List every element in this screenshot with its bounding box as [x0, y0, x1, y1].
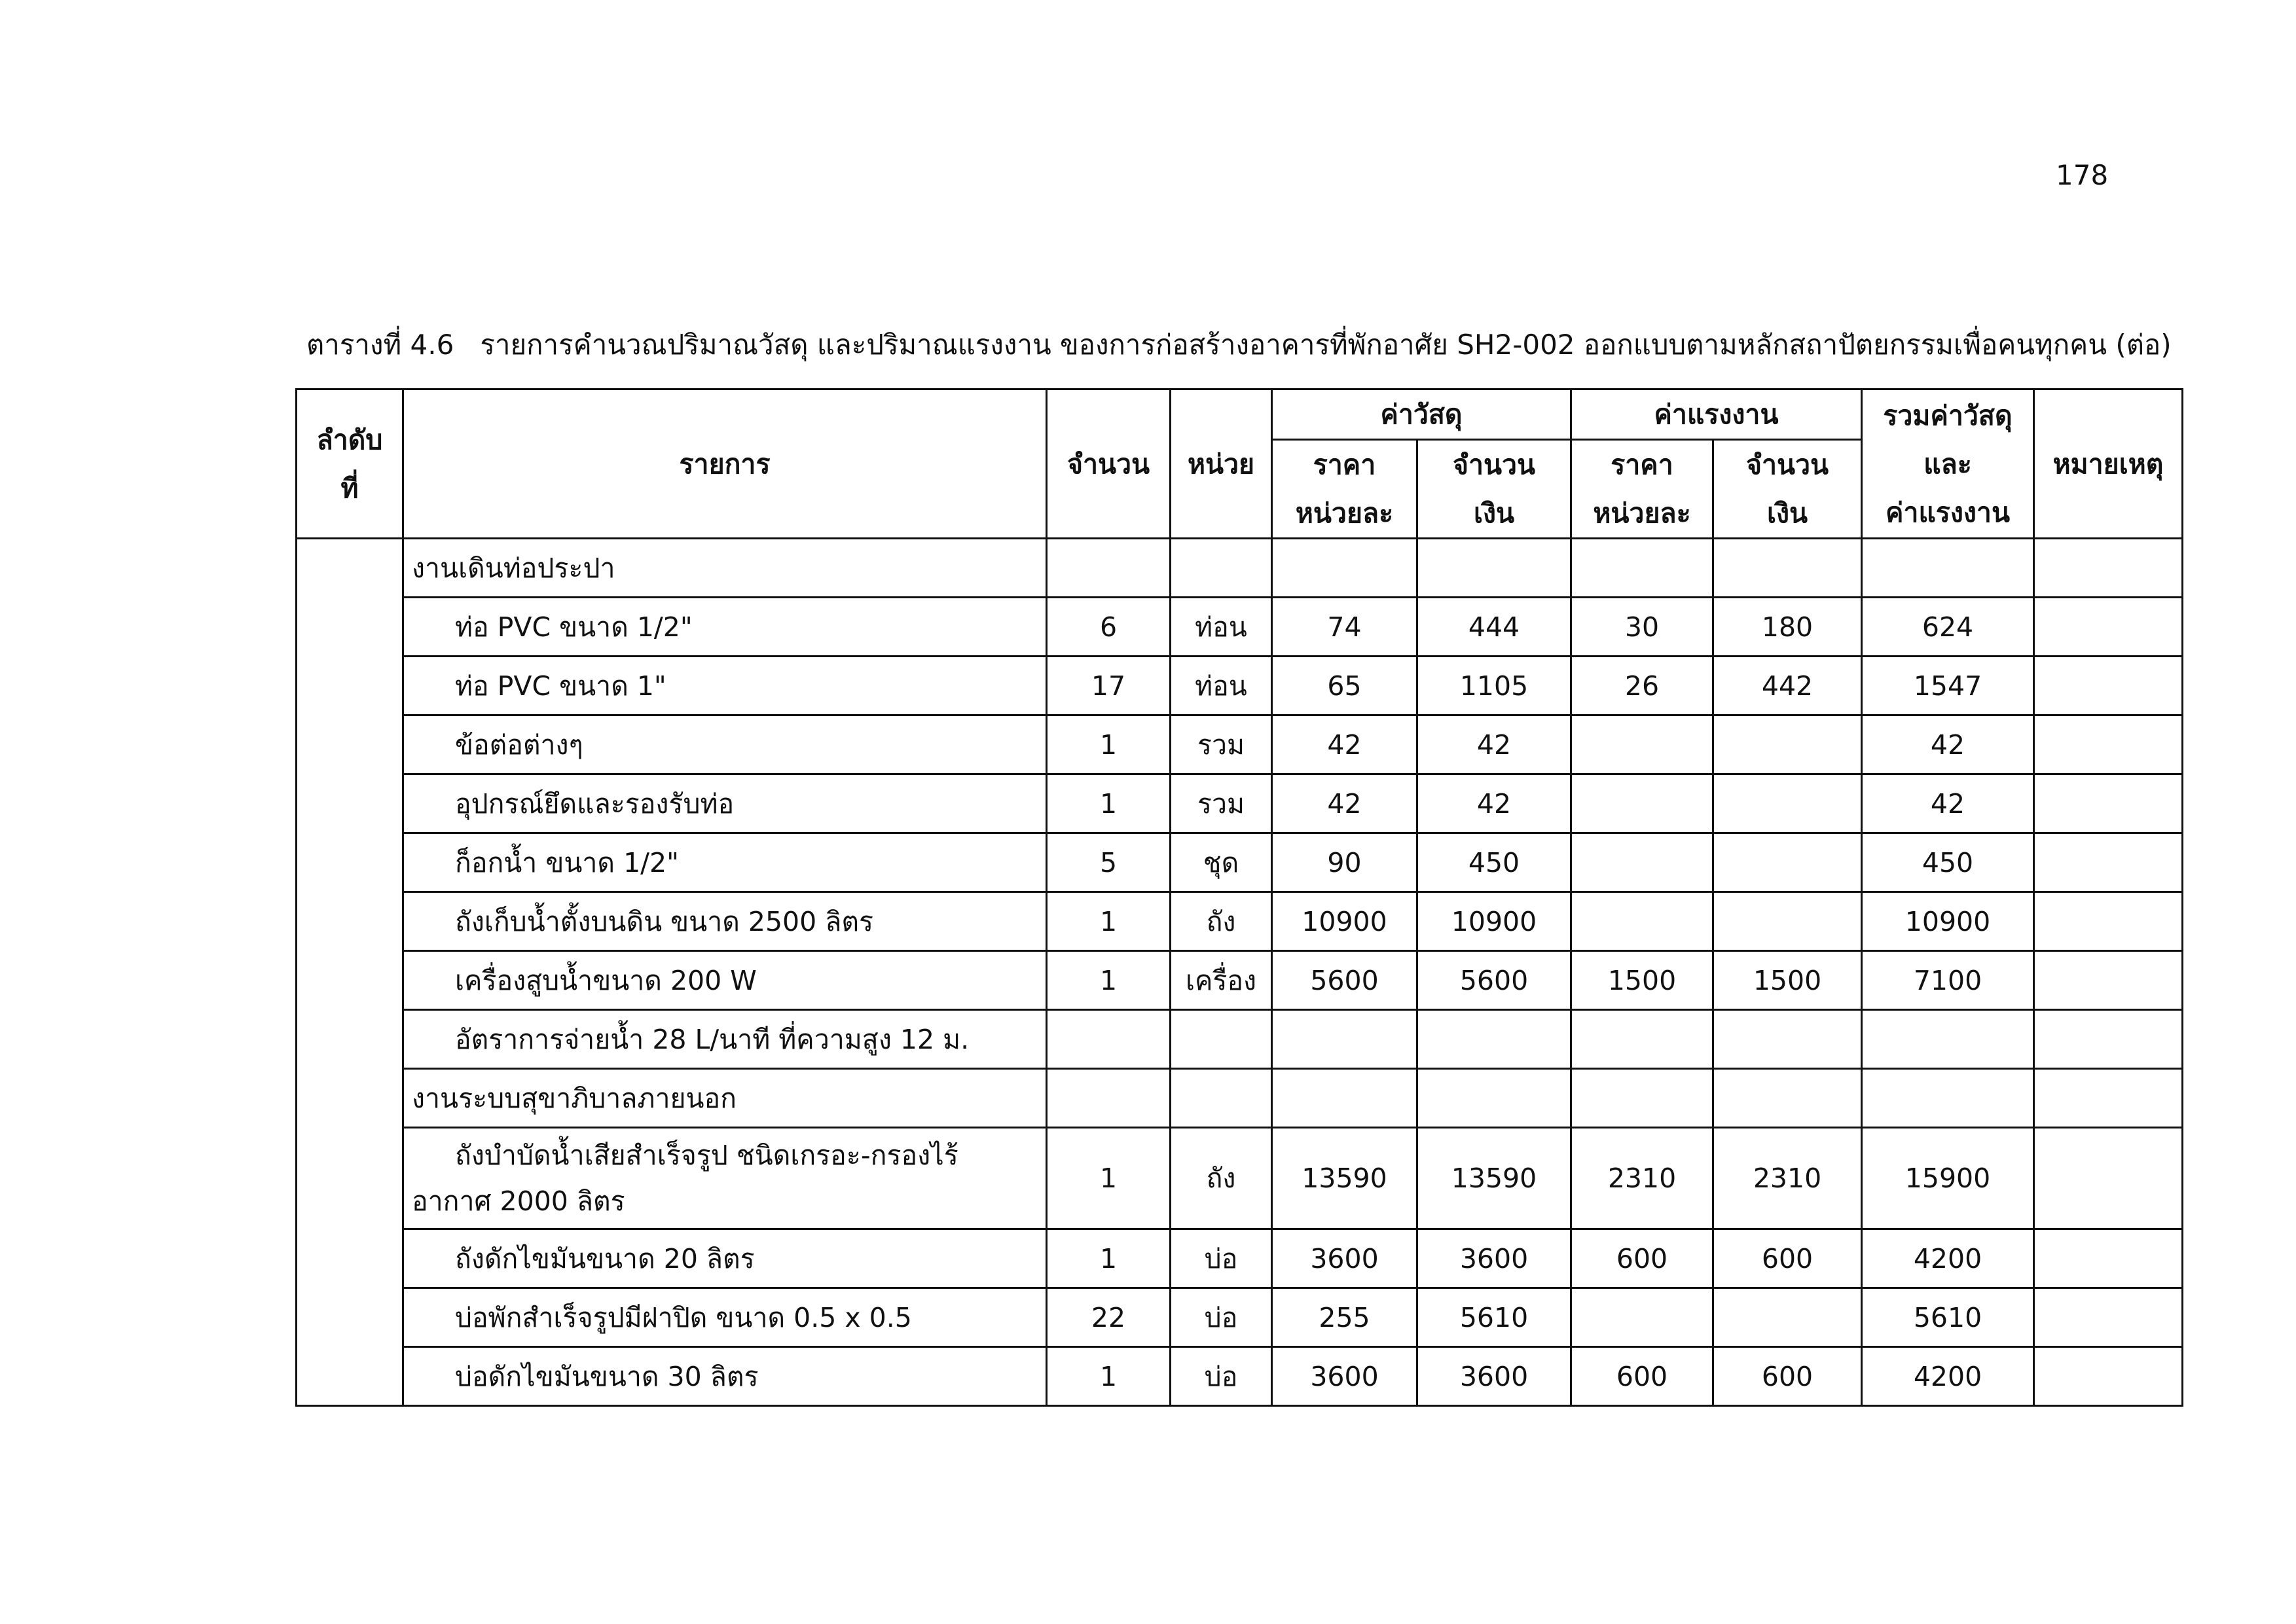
labor-amount-cell: 600: [1713, 1347, 1862, 1406]
labor-amount-cell: [1713, 774, 1862, 833]
material-amount-cell: 10900: [1417, 892, 1571, 951]
table-row: [297, 598, 2183, 657]
item-cell: งานระบบสุขาภิบาลภายนอก: [403, 1069, 1047, 1128]
table-row: [297, 1229, 2183, 1288]
total-cell: 1547: [1862, 657, 2034, 715]
unit-cell: ชุด: [1171, 833, 1272, 892]
labor-price-cell: 1500: [1571, 951, 1713, 1010]
material-price-cell: 74: [1272, 598, 1417, 657]
total-cell: 624: [1862, 598, 2034, 657]
header-labor-unit-price-line1: ราคา: [1611, 449, 1673, 480]
labor-price-cell: 30: [1571, 598, 1713, 657]
qty-cell: 17: [1047, 657, 1171, 715]
header-labor-unit-price-line2: หน่วยละ: [1593, 497, 1691, 529]
material-amount-cell: 450: [1417, 833, 1571, 892]
remark-cell: [2034, 892, 2183, 951]
material-price-cell: 255: [1272, 1288, 1417, 1347]
labor-price-cell: 600: [1571, 1347, 1713, 1406]
labor-price-cell: [1571, 539, 1713, 598]
remark-cell: [2034, 1347, 2183, 1406]
unit-cell: [1171, 1010, 1272, 1069]
material-price-cell: 3600: [1272, 1229, 1417, 1288]
item-cell-line1: ถังบำบัดน้ำเสียสำเร็จรูป ชนิดเกรอะ-กรองไร้: [455, 1140, 958, 1171]
table-row: [297, 1010, 2183, 1069]
table-row: [297, 657, 2183, 715]
labor-amount-cell: 180: [1713, 598, 1862, 657]
qty-cell: 1: [1047, 774, 1171, 833]
labor-amount-cell: [1713, 833, 1862, 892]
item-cell-line2: อากาศ 2000 ลิตร: [412, 1185, 625, 1217]
labor-amount-cell: 2310: [1713, 1128, 1862, 1229]
qty-cell: 1: [1047, 892, 1171, 951]
header-material-amount: [1417, 440, 1571, 539]
unit-cell: รวม: [1171, 774, 1272, 833]
material-amount-cell: 13590: [1417, 1128, 1571, 1229]
item-cell: อุปกรณ์ยึดและรองรับท่อ: [403, 774, 1047, 833]
table-caption: [306, 325, 2172, 365]
qty-cell: 5: [1047, 833, 1171, 892]
unit-cell: ถัง: [1171, 1128, 1272, 1229]
total-cell: 5610: [1862, 1288, 2034, 1347]
seq-cell: [297, 539, 403, 1406]
labor-amount-cell: [1713, 892, 1862, 951]
qty-cell: 1: [1047, 951, 1171, 1010]
qty-cell: 6: [1047, 598, 1171, 657]
remark-cell: [2034, 1288, 2183, 1347]
material-amount-cell: [1417, 539, 1571, 598]
labor-amount-cell: 1500: [1713, 951, 1862, 1010]
cost-table-container: [295, 388, 2183, 1407]
material-price-cell: 10900: [1272, 892, 1417, 951]
header-labor-cost: ค่าแรงงาน: [1571, 389, 1862, 440]
material-price-cell: 42: [1272, 774, 1417, 833]
item-cell: ท่อ PVC ขนาด 1": [403, 657, 1047, 715]
item-cell: ก็อกน้ำ ขนาด 1/2": [403, 833, 1047, 892]
material-amount-cell: 5600: [1417, 951, 1571, 1010]
unit-cell: ถัง: [1171, 892, 1272, 951]
header-labor-unit-price: [1571, 440, 1713, 539]
unit-cell: [1171, 539, 1272, 598]
material-amount-cell: 42: [1417, 715, 1571, 774]
total-cell: [1862, 1069, 2034, 1128]
qty-cell: 1: [1047, 1347, 1171, 1406]
unit-cell: เครื่อง: [1171, 951, 1272, 1010]
material-price-cell: [1272, 1069, 1417, 1128]
qty-cell: [1047, 1010, 1171, 1069]
item-cell: [403, 1128, 1047, 1229]
unit-cell: บ่อ: [1171, 1288, 1272, 1347]
table-row: [297, 1288, 2183, 1347]
total-cell: 7100: [1862, 951, 2034, 1010]
item-cell: เครื่องสูบน้ำขนาด 200 W: [403, 951, 1047, 1010]
item-cell: ถังดักไขมันขนาด 20 ลิตร: [403, 1229, 1047, 1288]
unit-cell: [1171, 1069, 1272, 1128]
labor-price-cell: [1571, 715, 1713, 774]
item-cell: บ่อดักไขมันขนาด 30 ลิตร: [403, 1347, 1047, 1406]
header-material-unit-price-line1: ราคา: [1313, 449, 1376, 480]
labor-price-cell: 600: [1571, 1229, 1713, 1288]
remark-cell: [2034, 1069, 2183, 1128]
qty-cell: [1047, 1069, 1171, 1128]
total-cell: [1862, 1010, 2034, 1069]
material-price-cell: 65: [1272, 657, 1417, 715]
labor-price-cell: 26: [1571, 657, 1713, 715]
remark-cell: [2034, 833, 2183, 892]
item-cell: ถังเก็บน้ำตั้งบนดิน ขนาด 2500 ลิตร: [403, 892, 1047, 951]
material-amount-cell: 3600: [1417, 1347, 1571, 1406]
table-row: [297, 951, 2183, 1010]
total-cell: 4200: [1862, 1347, 2034, 1406]
labor-amount-cell: [1713, 715, 1862, 774]
remark-cell: [2034, 715, 2183, 774]
cost-table: [295, 388, 2183, 1407]
table-row: [297, 539, 2183, 598]
remark-cell: [2034, 598, 2183, 657]
labor-price-cell: [1571, 774, 1713, 833]
page-number: 178: [2056, 159, 2109, 191]
unit-cell: ท่อน: [1171, 657, 1272, 715]
unit-cell: รวม: [1171, 715, 1272, 774]
material-price-cell: 42: [1272, 715, 1417, 774]
header-material-amount-line1: จำนวน: [1452, 449, 1536, 480]
remark-cell: [2034, 951, 2183, 1010]
total-cell: 15900: [1862, 1128, 2034, 1229]
total-cell: 42: [1862, 774, 2034, 833]
material-price-cell: 90: [1272, 833, 1417, 892]
material-price-cell: 5600: [1272, 951, 1417, 1010]
item-cell: ข้อต่อต่างๆ: [403, 715, 1047, 774]
material-amount-cell: 5610: [1417, 1288, 1571, 1347]
material-price-cell: [1272, 1010, 1417, 1069]
remark-cell: [2034, 657, 2183, 715]
labor-price-cell: [1571, 892, 1713, 951]
header-total-line2: และ: [1923, 448, 1972, 480]
material-price-cell: 3600: [1272, 1347, 1417, 1406]
header-qty: จำนวน: [1047, 389, 1171, 539]
unit-cell: บ่อ: [1171, 1229, 1272, 1288]
table-row: [297, 774, 2183, 833]
header-unit: หน่วย: [1171, 389, 1272, 539]
total-cell: 10900: [1862, 892, 2034, 951]
header-material-amount-line2: เงิน: [1473, 497, 1515, 529]
labor-price-cell: 2310: [1571, 1128, 1713, 1229]
header-total: [1862, 389, 2034, 539]
total-cell: 450: [1862, 833, 2034, 892]
header-material-unit-price: [1272, 440, 1417, 539]
item-cell: บ่อพักสำเร็จรูปมีฝาปิด ขนาด 0.5 x 0.5: [403, 1288, 1047, 1347]
header-total-line3: ค่าแรงงาน: [1886, 496, 2010, 528]
remark-cell: [2034, 539, 2183, 598]
header-seq-line1: ลำดับ: [316, 424, 383, 456]
table-body: [297, 539, 2183, 1406]
table-row: [297, 833, 2183, 892]
remark-cell: [2034, 1229, 2183, 1288]
material-amount-cell: 3600: [1417, 1229, 1571, 1288]
total-cell: [1862, 539, 2034, 598]
header-material-unit-price-line2: หน่วยละ: [1295, 497, 1394, 529]
caption-label: ตารางที่ 4.6: [306, 329, 454, 361]
table-row: [297, 715, 2183, 774]
header-item: รายการ: [403, 389, 1047, 539]
labor-price-cell: [1571, 1288, 1713, 1347]
header-labor-amount: [1713, 440, 1862, 539]
qty-cell: 22: [1047, 1288, 1171, 1347]
qty-cell: 1: [1047, 1128, 1171, 1229]
table-row: [297, 1069, 2183, 1128]
header-material-cost: ค่าวัสดุ: [1272, 389, 1571, 440]
header-labor-amount-line1: จำนวน: [1745, 449, 1829, 480]
labor-amount-cell: [1713, 1010, 1862, 1069]
remark-cell: [2034, 1010, 2183, 1069]
material-amount-cell: 444: [1417, 598, 1571, 657]
labor-amount-cell: 600: [1713, 1229, 1862, 1288]
labor-amount-cell: [1713, 539, 1862, 598]
caption-text: รายการคำนวณปริมาณวัสดุ และปริมาณแรงงาน ของการก่อสร้างอาคารที่พักอาศัย SH2-002 ออกแบบตามหลักสถาปัตยกรรมเพื่อคนทุกคน (ต่อ): [480, 329, 2172, 361]
table-row: [297, 892, 2183, 951]
qty-cell: [1047, 539, 1171, 598]
qty-cell: 1: [1047, 715, 1171, 774]
table-header: [297, 389, 2183, 539]
labor-amount-cell: [1713, 1069, 1862, 1128]
material-amount-cell: [1417, 1010, 1571, 1069]
labor-price-cell: [1571, 833, 1713, 892]
labor-price-cell: [1571, 1069, 1713, 1128]
total-cell: 42: [1862, 715, 2034, 774]
material-amount-cell: 1105: [1417, 657, 1571, 715]
remark-cell: [2034, 774, 2183, 833]
total-cell: 4200: [1862, 1229, 2034, 1288]
table-row: [297, 1128, 2183, 1229]
table-row: [297, 1347, 2183, 1406]
item-cell: ท่อ PVC ขนาด 1/2": [403, 598, 1047, 657]
item-cell: งานเดินท่อประปา: [403, 539, 1047, 598]
material-amount-cell: 42: [1417, 774, 1571, 833]
labor-amount-cell: 442: [1713, 657, 1862, 715]
item-cell: อัตราการจ่ายน้ำ 28 L/นาที ที่ความสูง 12 ม.: [403, 1010, 1047, 1069]
qty-cell: 1: [1047, 1229, 1171, 1288]
labor-amount-cell: [1713, 1288, 1862, 1347]
material-price-cell: 13590: [1272, 1128, 1417, 1229]
remark-cell: [2034, 1128, 2183, 1229]
material-amount-cell: [1417, 1069, 1571, 1128]
header-seq-line2: ที่: [340, 472, 359, 504]
unit-cell: บ่อ: [1171, 1347, 1272, 1406]
labor-price-cell: [1571, 1010, 1713, 1069]
unit-cell: ท่อน: [1171, 598, 1272, 657]
material-price-cell: [1272, 539, 1417, 598]
header-labor-amount-line2: เงิน: [1766, 497, 1808, 529]
header-total-line1: รวมค่าวัสดุ: [1883, 399, 2013, 431]
header-remark: หมายเหตุ: [2034, 389, 2183, 539]
header-seq: [297, 389, 403, 539]
